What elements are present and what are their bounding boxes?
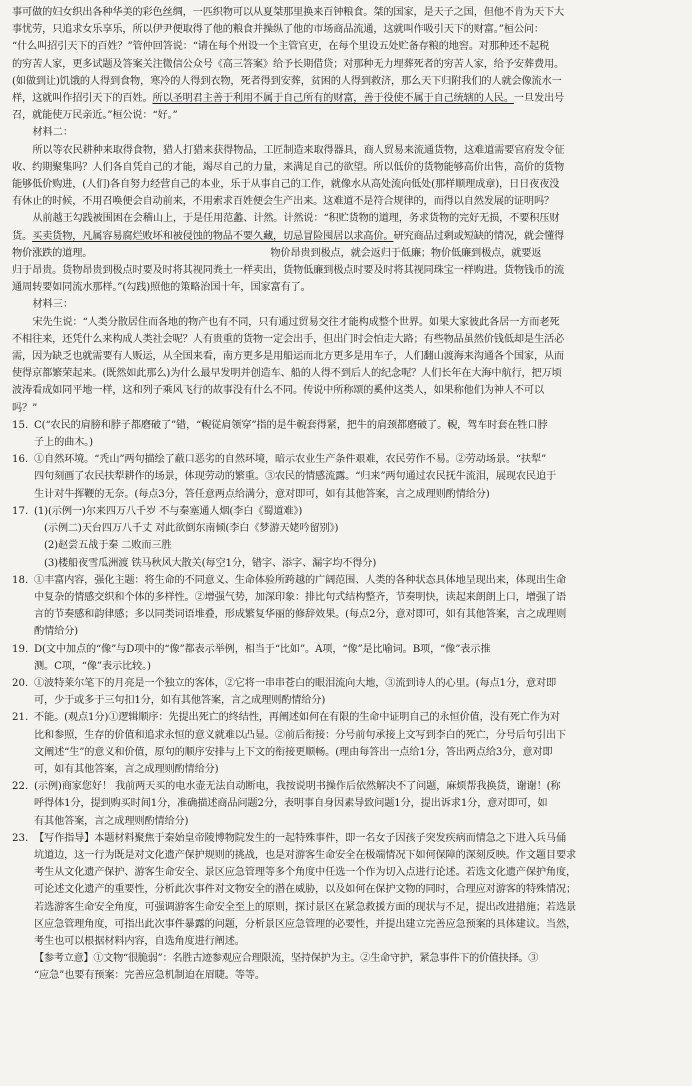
answer-line: 可，如有其他答案，言之成理则酌情给分) xyxy=(34,763,219,775)
answer-line: C(“农民的肩膀和脖子都磨破了”错，“輗従肩领穿”指的是牛輗套得紧，把牛的肩颈都磨破了。輗，驾车时套在牲口脖 xyxy=(34,419,548,431)
answer-item xyxy=(12,778,682,830)
answer-line: 有其他答案，言之成理则酌情给分) xyxy=(34,815,189,827)
text-line: 宋先生说：“人类分散居住而各地的物产也有不同，只有通过贸易交往才能构成整个世界。如果大家彼此各居一方而老死 xyxy=(32,316,560,328)
answer-line: 子上的曲木。) xyxy=(34,437,93,449)
question-number: 20. xyxy=(12,677,29,689)
text-line: 召，就能使万民亲近。”桓公说：“好。” xyxy=(12,110,178,122)
answer-body xyxy=(34,830,682,985)
answer-line: 考生也可以根据材料内容，自选角度进行阐述。 xyxy=(34,935,245,947)
text-span: 研究商品过剩或短缺的情况，就会懂得 xyxy=(393,230,565,242)
answer-line: 若选游客生命安全角度，可强调游客生命安全至上的原则，探讨景区在紧急救援方面的现状与不足，提出改进措施；若选景 xyxy=(34,901,577,913)
text-line: 从前越王勾践被围困在会稽山上，于是任用范蠡、计然。计然说：“积贮货物的道理，务求货物的完好无损，不要积压财 xyxy=(32,213,560,225)
answer-item xyxy=(12,451,682,503)
answer-line: (2)赵尝五战于秦 二败而三胜 xyxy=(44,540,172,552)
answer-body xyxy=(34,709,682,778)
answer-line: (示例)商家您好！ 我前两天买的电水壶无法自动断电，我按说明书操作后依然解决不了问题，麻烦帮我换货，谢谢！(称 xyxy=(34,781,561,793)
text-line: 所以等农民耕种来取得食物，猎人打猎来获得物品，工匠制造来取得器具，商人贸易来流通货物，这难道需要官府发令征 xyxy=(32,144,565,156)
question-number: 17. xyxy=(12,505,29,517)
text-line xyxy=(12,245,682,262)
text-line xyxy=(12,228,682,245)
answer-body xyxy=(34,503,682,572)
answer-line: 文阐述“生”的意义和价值，原句的顺序安排与上下文的衔接更顺畅。(理由每答出一点给1分，答出两点给3分，意对即 xyxy=(34,746,553,758)
answer-line: 呼得体1分，提到购买时间1分，准确描述商品问题2分，表明事自身因素导致问题1分，提出诉求1分，意对即可，如 xyxy=(34,798,548,810)
text-line: 事可做的妇女织出各种华美的彩色丝绸，一匹织物可以从夏桀那里换来百钟粮食。桀的国家，是天子之国，但他不肯为天下大 xyxy=(12,7,565,18)
answer-item xyxy=(12,641,682,675)
text-line: 波涛看成如同平地一样，这和列子乘风飞行的故事没有什么不同。传说中所称颂的奚仲这类人，如果称他们为神人不可以 xyxy=(12,385,544,397)
answer-body xyxy=(34,778,682,830)
answer-item xyxy=(12,830,682,985)
answer-line: ①波特莱尔笔下的月亮是一个独立的客体，②它将一串串苍白的眼泪流向大地，③流到诗人的心里。(每点1分，意对即 xyxy=(34,677,557,689)
text-span: 物价涨跌的道理。 xyxy=(12,247,93,259)
text-span: 一旦发出号 xyxy=(513,93,565,105)
answer-line: ①自然环境。“秃山”两句描绘了蔽口恶劣的自然环境，暗示农业生产条件艰难，农民劳作不易。②劳动场景。“扶犁” xyxy=(34,454,547,466)
text-line: 事忧劳，只追求女乐享乐，所以伊尹便取得了他的粮食并操纵了他的市场商品流通，这就叫作吸引天下的财富。”桓公问： xyxy=(12,24,544,36)
answer-line: 【写作指导】本题材料聚焦于秦始皇帝陵博物院发生的一起特殊事件，即一名女子因孩子突发疾病而情急之下进入兵马俑 xyxy=(34,832,566,844)
answer-line: 坑道边，这一行为既是对文化遗产保护规则的挑战，也是对游客生命安全在极端情况下如何保障的深刻反映。作文题目要求 xyxy=(34,849,577,861)
question-number: 19. xyxy=(12,643,29,655)
answer-line: ①丰富内容，强化主题：将生命的不同意义、生命体验所跨越的广阔范围、人类的各种状态具体地呈现出来，体现出生命 xyxy=(34,574,566,586)
answer-body xyxy=(34,675,682,709)
answer-list xyxy=(12,417,682,985)
material-3-heading: 材料三： xyxy=(32,299,74,311)
answer-line: 可论述文化遗产的重要性，分析此次事件对文物安全的潜在威胁，以及如何在保护文物的同时，合理应对游客的特殊情况； xyxy=(34,884,577,896)
question-number: 23. xyxy=(12,832,29,844)
question-number: 22. xyxy=(12,781,29,793)
answer-item xyxy=(12,417,682,451)
question-number: 18. xyxy=(12,574,29,586)
material-3 xyxy=(12,296,682,416)
text-span: 物价昂贵到极点，就会返归于低廉；物价低廉到极点，就要返 xyxy=(270,247,542,259)
text-line: 能够低价购进，(人们)各自努力经营自己的本业，乐于从事自己的工作，就像水从高处流向低处(那样顺理成章)，日日夜夜没 xyxy=(12,179,560,191)
passage-1 xyxy=(12,4,682,124)
answer-line: 比和参照，生存的价值和追求永恒的意义就难以凸显。②前后衔接：分号前句承接上文写到李白的死亡，分号后句引出下 xyxy=(34,729,566,741)
answer-line: 言的节奏感和韵律感；多以同类词语堆叠，形成繁复华丽的修辞效果。(每点2分，意对即可，如有其他答案，言之成理则 xyxy=(34,609,567,621)
answer-line: 不能。(观点1分)①逻辑顺序：先提出死亡的终结性，再阐述如何在有限的生命中证明自己的永恒价值，没有死亡作为对 xyxy=(34,712,560,724)
answer-line: “应急”也要有预案：完善应急机制迫在眉睫。等等。 xyxy=(34,970,265,982)
material-2 xyxy=(12,124,682,296)
question-number: 21. xyxy=(12,712,29,724)
text-line: 需，因为缺乏也就需要有人贩运，从全国来看，南方更多是用船运而北方更多是用车子，人们翻山渡海来沟通各个国家，从而 xyxy=(12,351,565,363)
answer-line: (示例二)天台四万八千丈 对此欲倒东南倾(李白《梦游天姥吟留别》) xyxy=(44,523,339,535)
text-line: “什么叫招引天下的百姓？”管仲回答说：“请在每个州设一个主管官吏，在每个里设五处贮备存粮的地窖。对那种还不起税 xyxy=(12,41,550,53)
answer-item xyxy=(12,709,682,778)
answer-line: 考生从文化遗产保护、游客生命安全、景区应急管理等多个角度中任选一个作为切入点进行论述。若选文化遗产保护角度， xyxy=(34,867,577,879)
text-span: 样，这就叫作招引天下的百姓。 xyxy=(12,93,153,105)
text-line: 收、约期聚集吗？人们各自凭自己的才能，竭尽自己的力量，来满足自己的欲望。所以低价的货物能够高价出售，高价的货物 xyxy=(12,161,565,173)
text-line: 的穷苦人家，更多试题及答案关注微信公众号《高三答案》给予长期借贷；对那种无力埋葬死者的穷苦人家，给予安葬费用。 xyxy=(12,58,565,70)
answer-line: 区应急管理角度，可指出此次事件暴露的问题，分析景区应急管理的必要性，并提出建立完善应急预案的具体建议。当然， xyxy=(34,918,577,930)
text-line: 使得京都繁荣起来。(既然如此那么)为什么最早发明并创造车、船的人得不到后人的纪念呢？人们长年在大海中航行，把万顷 xyxy=(12,368,562,380)
text-line: 吗？” xyxy=(12,402,38,414)
answer-line: 中复杂的情感交织和个体的多样性。②增强气势，加深印象：排比句式结构整齐，节奏明快，读起来朗朗上口，增强了语 xyxy=(34,591,566,603)
answer-item xyxy=(12,572,682,641)
answer-line: (1)(示例一)尔来四万八千岁 不与秦塞通人烟(李白《蜀道难》) xyxy=(34,505,303,517)
answer-body xyxy=(34,572,682,641)
question-number: 16. xyxy=(12,454,29,466)
answer-line: 生计对牛挥鞭的无奈。(每点3分，答任意两点给满分，意对即可，如有其他答案，言之成理则酌情给分) xyxy=(34,488,490,500)
answer-line: D(文中加点的“像”与D项中的“像”都表示举例，相当于“比如”。A项，“像”是比喻词。B项，“像”表示推 xyxy=(34,643,491,655)
text-line: (如做到让)饥饿的人得到食物，寒冷的人得到衣物，死者得到安葬，贫困的人得到救济，那么天下归附我们的人就会像流水一 xyxy=(12,75,562,87)
text-line: 有休止的时候，不用召唤便会自动前来，不用索求百姓便会生产出来。这难道不是符合规律的，而得以自然发展的证明吗？ xyxy=(12,196,555,208)
material-2-heading: 材料二： xyxy=(32,127,74,139)
answer-body xyxy=(34,641,682,675)
text-span: 货。 xyxy=(12,230,33,242)
answer-line: 【参考立意】①文物“很脆弱”：名胜古迹参观应合理限流，坚持保护为主。②生命守护，紧急事件下的价值抉择。③ xyxy=(34,953,539,965)
answer-line: 酌情给分) xyxy=(34,626,78,638)
answer-line: 可，少于或多于三句扣1分，如有其他答案，言之成理则酌情给分) xyxy=(34,695,326,707)
answer-item xyxy=(12,675,682,709)
answer-line: (3)楼船夜雪瓜洲渡 铁马秋风大散关(每空1分，错字、添字、漏字均不得分) xyxy=(44,557,377,569)
text-line: 通周转要如同流水那样。”(勾践)照他的策略治国十年，国家富有了。 xyxy=(12,282,311,294)
answer-item xyxy=(12,503,682,572)
text-line: 归于昂贵。货物昂贵到极点时要及时将其视同粪土一样卖出，货物低廉到极点时要及时将其视同珠宝一样购进。货物钱币的流 xyxy=(12,265,565,277)
underlined-sentence: 买卖货物，凡属容易腐烂败坏和被侵蚀的物品不要久藏，切忌冒险囤居以求高价。 xyxy=(32,230,394,242)
answer-line: 四句刻画了农民扶犁耕作的场景，体现劳动的繁重。③农民的情感流露。“归来”两句通过农民抚牛流泪，展现农民迫于 xyxy=(34,471,557,483)
underlined-sentence: 所以圣明君主善于利用不属于自己所有的财富，善于役使不属于自己统辖的人民。 xyxy=(152,93,514,105)
question-number: 15. xyxy=(12,419,29,431)
answer-line: 测。C项，“像”表示比较。) xyxy=(34,660,151,672)
answer-body xyxy=(34,417,682,451)
text-line xyxy=(12,90,682,107)
text-line: 不相往来，还凭什么来构成人类社会呢？人有贵重的货物一定会出手，但出门时会怕走大路；有些物品虽然价钱低却是生活必 xyxy=(12,333,565,345)
answer-body xyxy=(34,451,682,503)
